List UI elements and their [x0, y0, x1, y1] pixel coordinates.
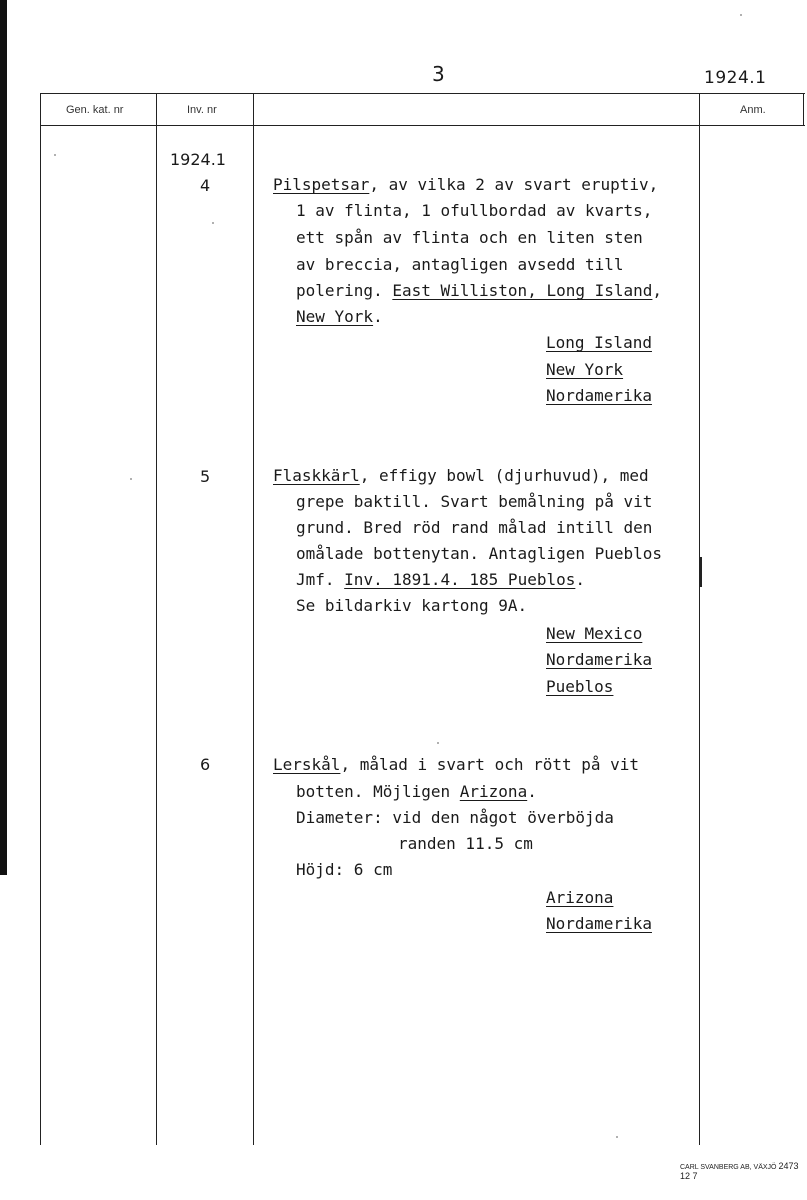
scan-speck: [54, 154, 56, 156]
scan-speck: [740, 14, 742, 16]
margin-tick: [700, 557, 702, 587]
column-rule-text-anm: [699, 93, 700, 1145]
entry-text-line: grepe baktill. Svart bemålning på vit: [296, 492, 653, 511]
entry-text-line: Pilspetsar, av vilka 2 av svart eruptiv,: [273, 175, 659, 194]
inventory-number: 5: [200, 467, 211, 486]
printer-footer: [680, 1161, 807, 1181]
entry-text-line: Höjd: 6 cm: [296, 860, 393, 879]
column-rule-left: [40, 93, 41, 1145]
place-tag: New York: [546, 360, 624, 379]
printer-name: CARL SVANBERG AB, VÄXJÖ: [680, 1164, 777, 1171]
entry-text-line: Flaskkärl, effigy bowl (djurhuvud), med: [273, 466, 649, 485]
entry-text-line: polering. East Williston, Long Island,: [296, 281, 663, 300]
column-header-inv-nr: Inv. nr: [187, 104, 217, 116]
entry-text-line: botten. Möjligen Arizona.: [296, 782, 537, 801]
scan-speck: [616, 1136, 618, 1138]
form-number: 2473 12 7: [680, 1161, 799, 1181]
place-tag: Pueblos: [546, 677, 614, 696]
header-top-rule: [40, 93, 805, 94]
column-header-anm: Anm.: [740, 104, 766, 116]
scan-speck: [212, 222, 214, 224]
entry-text-line: randen 11.5 cm: [398, 834, 533, 853]
scan-speck: [437, 742, 439, 744]
inventory-number: 4: [200, 176, 211, 195]
place-tag: Nordamerika: [546, 386, 652, 405]
entry-text-line: Jmf. Inv. 1891.4. 185 Pueblos.: [296, 570, 585, 589]
inventory-group-year: 1924.1: [170, 150, 226, 169]
binding-edge-bar: [0, 0, 7, 875]
entry-text-line: ett spån av flinta och en liten sten: [296, 228, 643, 247]
entry-text-line: Se bildarkiv kartong 9A.: [296, 596, 528, 615]
column-rule-inv-text: [253, 93, 254, 1145]
place-tag: Long Island: [546, 333, 652, 352]
entry-text-line: av breccia, antagligen avsedd till: [296, 255, 624, 274]
entry-text-line: grund. Bred röd rand målad intill den: [296, 518, 653, 537]
column-rule-right: [803, 93, 804, 125]
place-tag: New Mexico: [546, 624, 643, 643]
inventory-number: 6: [200, 755, 211, 774]
entry-text-line: New York.: [296, 307, 383, 326]
place-tag: Nordamerika: [546, 650, 652, 669]
entry-text-line: Diameter: vid den något överböjda: [296, 808, 614, 827]
place-tag: Arizona: [546, 888, 614, 907]
column-rule-gen-inv: [156, 93, 157, 1145]
entry-text-line: 1 av flinta, 1 ofullbordad av kvarts,: [296, 201, 653, 220]
header-bottom-rule: [40, 125, 805, 126]
entry-text-line: omålade bottenytan. Antagligen Pueblos: [296, 544, 663, 563]
column-header-gen-kat-nr: Gen. kat. nr: [66, 104, 124, 116]
page-year: 1924.1: [704, 68, 767, 88]
page-number: 3: [432, 62, 445, 86]
entry-text-line: Lerskål, målad i svart och rött på vit: [273, 755, 640, 774]
place-tag: Nordamerika: [546, 914, 652, 933]
scan-speck: [130, 478, 132, 480]
